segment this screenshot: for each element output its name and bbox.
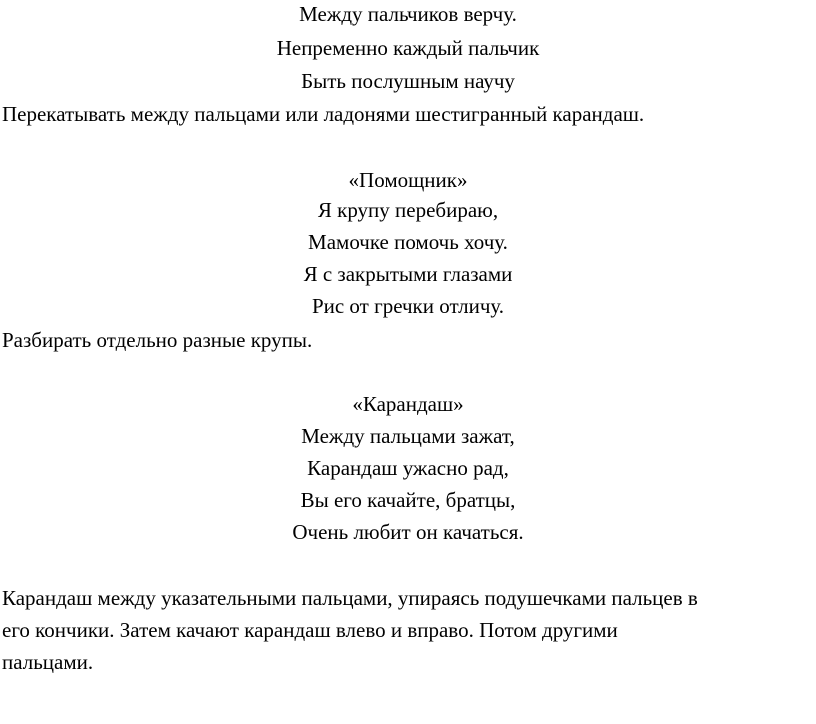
instruction-text: Перекатывать между пальцами или ладонями шестигранный карандаш. [2, 102, 645, 126]
poem-title: «Карандаш» [352, 392, 464, 416]
verse-line: Рис от гречки отличу. [311, 294, 505, 318]
instruction-text: Разбирать отдельно разные крупы. [2, 328, 313, 352]
verse-line: Вы его качайте, братцы, [300, 488, 516, 512]
verse-line: Я крупу перебираю, [317, 198, 499, 222]
verse-line: Между пальцами зажат, [301, 424, 515, 448]
verse-line: Я с закрытыми глазами [303, 262, 513, 286]
instruction-text: Карандаш между указательными пальцами, упираясь подушечками пальцев в [2, 586, 698, 610]
instruction-text: пальцами. [2, 650, 94, 674]
instruction-text: его кончики. Затем качают карандаш влево и вправо. Потом другими [2, 618, 618, 642]
verse-line: Очень любит он качаться. [292, 520, 524, 544]
verse-line: Между пальчиков верчу. [299, 2, 517, 26]
verse-line: Быть послушным научу [301, 69, 515, 93]
verse-line: Мамочке помочь хочу. [308, 230, 508, 254]
poem-title: «Помощник» [348, 168, 468, 192]
verse-line: Карандаш ужасно рад, [307, 456, 509, 480]
verse-line: Непременно каждый пальчик [276, 36, 540, 60]
